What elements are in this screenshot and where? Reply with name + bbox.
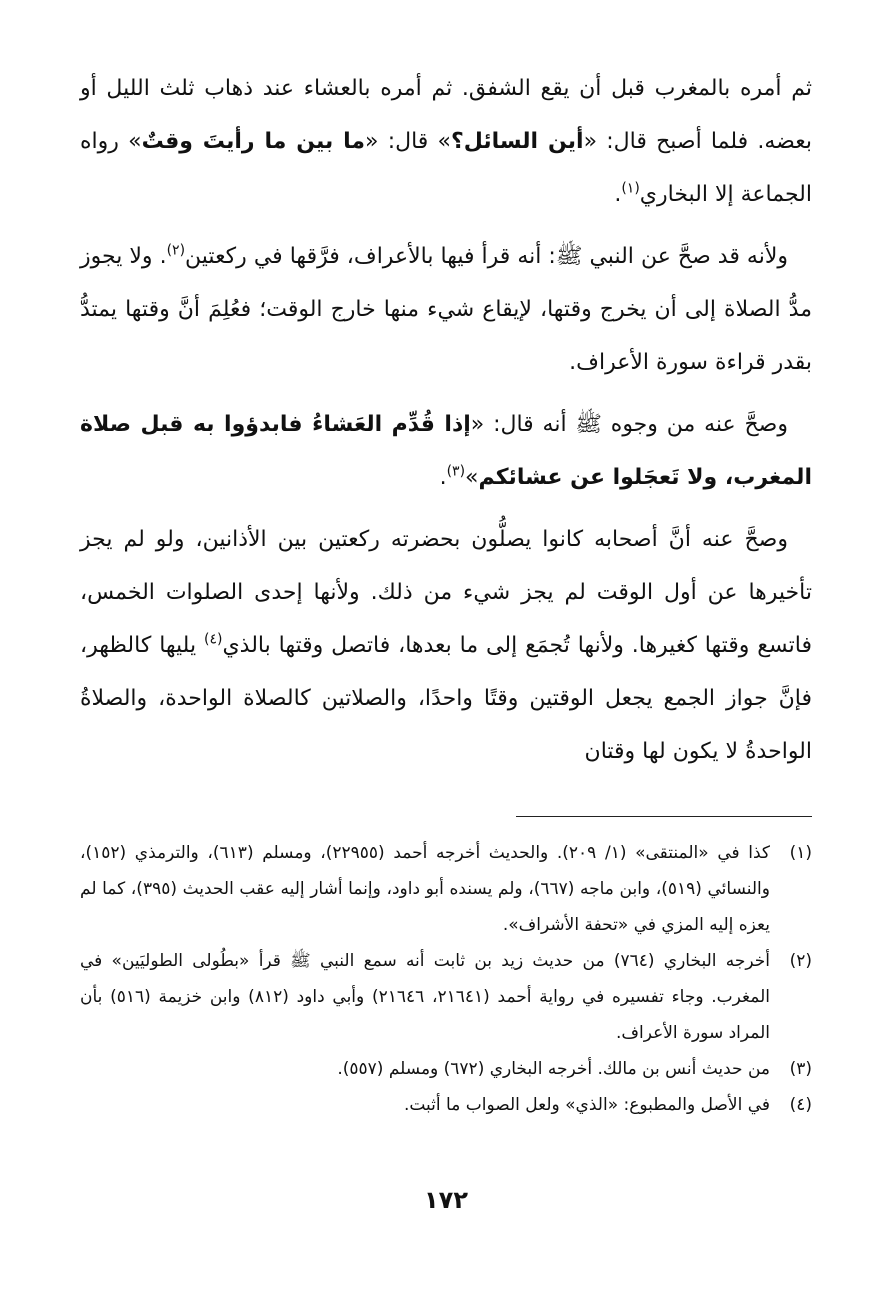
hadith-quote: أين السائل؟ <box>450 129 584 154</box>
text-run: » رواه الجماعة إلا البخاري <box>80 129 812 207</box>
footnote-divider <box>516 816 812 817</box>
hadith-quote: ما بين ما رأيتَ وقتٌ <box>141 129 366 154</box>
text-run: . <box>614 182 622 207</box>
page-body <box>80 62 812 1123</box>
hadith-quote: إذا قُدِّم العَشاءُ فابدؤوا به قبل صلاة المغرب، ولا تَعجَلوا عن عشائكم <box>80 412 812 490</box>
footnotes <box>80 835 812 1123</box>
text-run: يليها كالظهر، فإنَّ جواز الجمع يجعل الوقتين وقتًا واحدًا، والصلاتين كالصلاة الواحدة، والصلاةُ الواحدةُ لا يكون لها وقتان <box>80 633 812 764</box>
paragraph-3 <box>80 398 812 504</box>
text-run: » قال: « <box>365 129 451 154</box>
text-run: وصحَّ عنه من وجوه ﷺ أنه قال: « <box>470 412 788 437</box>
paragraph-4 <box>80 513 812 778</box>
footnote-text: أخرجه البخاري (٧٦٤) من حديث زيد بن ثابت أنه سمع النبي ﷺ قرأ «بطُولى الطوليَين» في المغرب. وجاء تفسيره في رواية أحمد (٢١٦٤١، ٢١٦٤٦) وأبي داود (٨١٢) وابن خزيمة (٥١٦) بأن المراد سورة الأعراف. <box>80 951 770 1043</box>
footnote-ref-1[interactable]: (١) <box>621 180 640 197</box>
paragraph-1 <box>80 62 812 221</box>
text-run: وصحَّ عنه أنَّ أصحابه كانوا يصلُّون بحضرته ركعتين بين الأذانين، ولو لم يجز تأخيرها عن أول الوقت لم يجز شيء من ذلك. ولأنها إحدى الصلوات الخمس، فاتسع وقتها كغيرها. ولأنها تُجمَع إلى ما بعدها، فاتصل وقتها بالذي <box>80 527 812 658</box>
footnote-2 <box>80 943 812 1051</box>
footnote-ref-2[interactable]: (٢) <box>166 242 186 259</box>
text-run: . ولا يجوز مدُّ الصلاة إلى أن يخرج وقتها، لإيقاع شيء منها خارج الوقت؛ فعُلِمَ أنَّ وقتها يمتدُّ بقدر قراءة سورة الأعراف. <box>80 244 812 375</box>
page-number: ١٧٢ <box>424 1186 468 1214</box>
footnote-ref-3[interactable]: (٣) <box>446 463 466 480</box>
footnote-number: (٢) <box>789 951 812 971</box>
footnote-3 <box>80 1051 812 1087</box>
text-run: . <box>439 465 447 490</box>
footnote-text: من حديث أنس بن مالك. أخرجه البخاري (٦٧٢) ومسلم (٥٥٧). <box>337 1059 770 1079</box>
footnote-number: (١) <box>789 843 812 863</box>
footnote-ref-4[interactable]: (٤) <box>203 631 223 648</box>
paragraph-2 <box>80 230 812 389</box>
text-run: ولأنه قد صحَّ عن النبي ﷺ: أنه قرأ فيها بالأعراف، فرَّقها في ركعتين <box>185 244 788 269</box>
footnote-number: (٣) <box>789 1059 812 1079</box>
footnote-1 <box>80 835 812 943</box>
footnote-text: كذا في «المنتقى» (١/ ٢٠٩). والحديث أخرجه أحمد (٢٢٩٥٥)، ومسلم (٦١٣)، والترمذي (١٥٢)، والنسائي (٥١٩)، وابن ماجه (٦٦٧)، ولم يسنده أبو داود، وإنما أشار إليه عقب الحديث (٣٩٥)، كما لم يعزه إليه المزي في «تحفة الأشراف». <box>80 843 770 935</box>
footnote-number: (٤) <box>789 1095 812 1115</box>
text-run: » <box>465 465 479 490</box>
footnote-text: في الأصل والمطبوع: «الذي» ولعل الصواب ما أثبت. <box>403 1095 770 1115</box>
text-run: ثم أمره بالمغرب قبل أن يقع الشفق. ثم أمره بالعشاء عند ذهاب ثلث الليل أو بعضه. فلما أصبح قال: « <box>80 76 812 154</box>
footnote-4 <box>80 1087 812 1123</box>
